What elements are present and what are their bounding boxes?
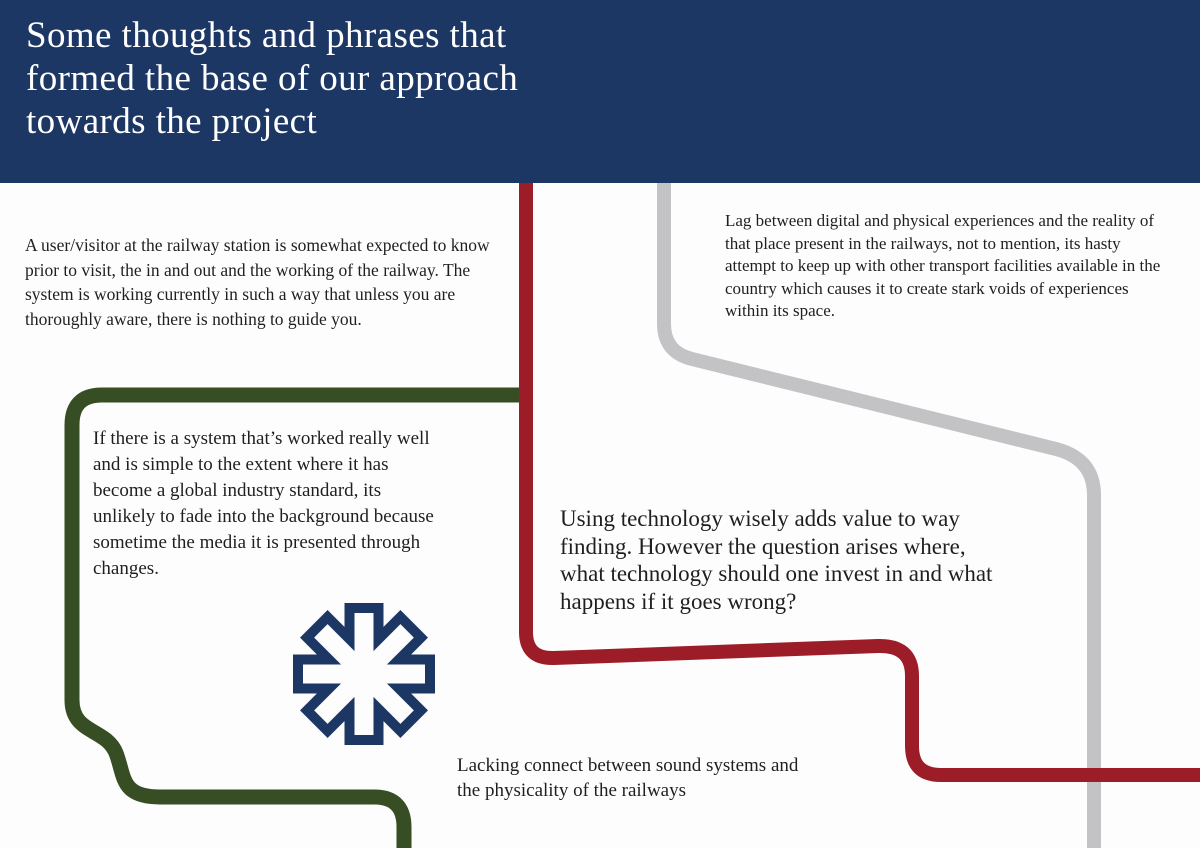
note-user-visitor: A user/visitor at the railway station is somewhat expected to know prior to visit, the in and out and the working of the railway. The system is working currently in such a way that unless you are thoroughly aware, there is nothing to guide you. (25, 235, 490, 329)
asterisk-icon-svg (291, 601, 437, 747)
page-title-line-1: Some thoughts and phrases that (26, 15, 507, 56)
page-title-line-2: formed the base of our approach (26, 58, 519, 99)
note-sound: Lacking connect between sound systems and the physicality of the railways (457, 755, 799, 801)
note-system: If there is a system that’s worked really well and is simple to the extent where it has become a global industry standard, its unlikely to fade into the background because sometime the media it is presented through changes. (93, 428, 434, 579)
header-banner (0, 0, 1200, 183)
page-title-line-3: towards the project (26, 101, 318, 142)
asterisk-icon (291, 601, 437, 747)
page-title (26, 14, 518, 143)
note-lag: Lag between digital and physical experiences and the reality of that place present in the railways, not to mention, its hasty attempt to keep up with other transport facilities available in the country which causes it to create stark voids of experiences within its space. (725, 211, 1161, 320)
note-technology: Using technology wisely adds value to way finding. However the question arises where, what technology should one invest in and what happens if it goes wrong? (560, 506, 993, 614)
